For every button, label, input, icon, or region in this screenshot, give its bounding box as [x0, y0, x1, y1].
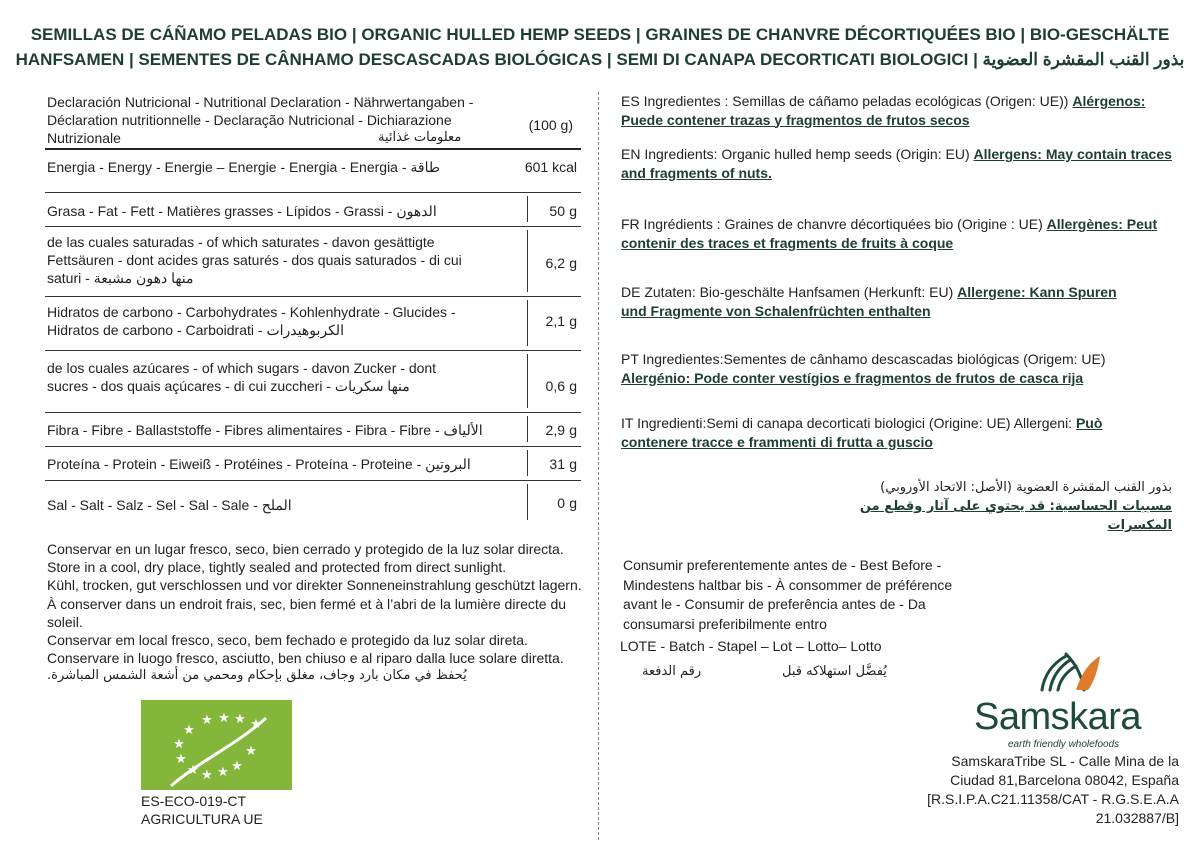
- nutrition-value: 31: [549, 456, 565, 472]
- table-divider: [527, 354, 528, 408]
- nutrition-header: [45, 90, 581, 150]
- nutrition-label: Hidratos de carbono - Carboidrati - الكربوهيدرات: [47, 322, 344, 338]
- svg-text:★: ★: [201, 768, 213, 783]
- nutrition-unit: g: [569, 456, 577, 472]
- nutrition-row: [45, 480, 581, 524]
- storage-line: Conservar en un lugar fresco, seco, bien cerrado y protegido de la luz solar directa.: [47, 541, 564, 557]
- nutrition-label: saturi - منها دهون مشبعة: [47, 270, 194, 286]
- table-divider: [527, 230, 528, 292]
- storage-line: Conservare in luogo fresco, asciutto, ben chiuso e al riparo dalla luce solare diretta.: [47, 650, 564, 667]
- table-divider: [527, 196, 528, 222]
- nutrition-row: [45, 412, 581, 447]
- nutrition-row: [45, 226, 581, 297]
- address-line: Ciudad 81,Barcelona 08042, España: [950, 772, 1179, 788]
- nutrition-value-cell: [546, 421, 577, 439]
- samskara-leaf-icon: [1036, 646, 1104, 692]
- nutrition-row: [45, 148, 581, 193]
- ingredients-pt: PT Ingredientes:Sementes de cânhamo descascadas biológicas (Origem: UE) Alergénio: Pode conter vestígios e fragmentos de frutos de casca rija: [621, 351, 1106, 386]
- lote-text: LOTE - Batch - Stapel – Lot – Lotto– Lotto: [620, 638, 882, 654]
- nutrition-label: Fettsäuren - dont acides gras saturés - dos quais saturados - di cui: [47, 252, 462, 268]
- nutrition-header-line2: Déclaration nutritionnelle - Declaração Nutricional - Dichiarazione: [47, 112, 452, 128]
- column-divider: [598, 92, 599, 840]
- svg-text:★: ★: [234, 712, 246, 727]
- storage-line-arabic: يُحفظ في مكان بارد وجاف، مغلق بإحكام ومحمي من أشعة الشمس المباشرة.: [47, 668, 467, 684]
- nutrition-value: 50: [549, 203, 565, 219]
- nutrition-value-cell: [557, 494, 577, 512]
- brand-tagline: earth friendly wholefoods: [1008, 739, 1120, 750]
- nutrition-label: Hidratos de carbono - Carbohydrates - Kohlenhydrate - Glucides -: [47, 304, 456, 320]
- svg-text:★: ★: [187, 763, 199, 778]
- eu-leaf-icon: [141, 700, 292, 790]
- nutrition-value: 0,6: [545, 378, 565, 394]
- nutrition-value-cell: [549, 455, 577, 473]
- lote-arabic: رقم الدفعة: [642, 664, 702, 679]
- table-divider: [527, 416, 528, 442]
- nutrition-unit: g: [569, 378, 577, 394]
- best-before-arabic: يُفضَّل استهلاكه قبل: [782, 664, 887, 679]
- svg-text:★: ★: [183, 723, 195, 738]
- nutrition-unit: g: [569, 203, 577, 219]
- address-line: [R.S.I.P.A.C21.11358/CAT - R.G.S.E.A.A: [927, 791, 1179, 807]
- nutrition-header-arabic: معلومات غذائية: [378, 130, 462, 145]
- storage-instructions: [47, 540, 597, 686]
- svg-text:★: ★: [217, 765, 229, 780]
- eu-code-number: ES-ECO-019-CT: [141, 793, 247, 809]
- product-title: SEMILLAS DE CÁÑAMO PELADAS BIO | ORGANIC HULLED HEMP SEEDS | GRAINES DE CHANVRE DÉCORTIQUÉES BIO | BIO-GESCHÄLTE HANFSAMEN | SEMENTES DE CÂNHAMO DESCASCADAS BIOLÓGICAS | SEMI DI CANAPA DECORTICATI BIOLOGICI | بذور القنب المقشرة العضوية: [15, 25, 1185, 69]
- svg-text:★: ★: [250, 717, 262, 732]
- ingredients-es: ES Ingredientes : Semillas de cáñamo peladas ecológicas (Origen: UE)) Alérgenos: Puede contener trazas y fragmentos de frutos secos: [621, 93, 1146, 128]
- nutrition-label: Sal - Salt - Salz - Sel - Sal - Sale - الملح: [47, 497, 292, 513]
- nutrition-label: Fibra - Fibre - Ballaststoffe - Fibres alimentaires - Fibra - Fibre - الألياف: [47, 422, 483, 438]
- storage-line: Conservar em local fresco, seco, bem fechado e protegido da luz solar direta.: [47, 632, 528, 649]
- nutrition-unit: g: [569, 495, 577, 511]
- svg-text:★: ★: [231, 759, 243, 774]
- nutrition-unit: g: [569, 313, 577, 329]
- svg-text:★: ★: [218, 711, 230, 726]
- eu-organic-logo: [141, 700, 292, 790]
- nutrition-row: [45, 192, 581, 227]
- nutrition-value-cell: [549, 202, 577, 220]
- table-divider: [527, 450, 528, 476]
- nutrition-row: [45, 446, 581, 481]
- nutrition-label: Proteína - Protein - Eiweiß - Protéines - Proteína - Proteine - البروتين: [47, 456, 471, 472]
- storage-line: À conserver dans un endroit frais, sec, bien fermé et à l’abri de la lumière directe du: [47, 595, 567, 612]
- storage-line: Kühl, trocken, gut verschlossen und vor direkter Sonneneinstrahlung geschützt lagern.: [47, 577, 582, 594]
- nutrition-value-cell: [546, 254, 577, 272]
- table-divider: [527, 300, 528, 346]
- eu-code-label: AGRICULTURA UE: [141, 811, 263, 827]
- brand-name: Samskara: [974, 696, 1142, 738]
- nutrition-label: sucres - dos quais açúcares - di cui zuccheri - منها سكريات: [47, 378, 410, 394]
- nutrition-unit: g: [569, 422, 577, 438]
- ingredients-de: DE Zutaten: Bio-geschälte Hanfsamen (Herkunft: EU) Allergene: Kann Spuren und Fragmente von Schalenfrüchten enthalten: [621, 284, 1117, 319]
- svg-text:★: ★: [245, 744, 257, 759]
- ingredients-en: EN Ingredients: Organic hulled hemp seeds (Origin: EU) Allergens: May contain traces and fragments of nuts.: [621, 146, 1172, 181]
- ingredients-it: IT Ingredienti:Semi di canapa decorticati biologici (Origine: UE) Allergeni: Può contenere tracce e frammenti di frutta a guscio: [621, 415, 1103, 450]
- nutrition-label: Energia - Energy - Energie – Energie - Energia - Energia - طاقة: [47, 159, 441, 175]
- nutrition-value: 2,1: [545, 313, 565, 329]
- nutrition-row: [45, 350, 581, 413]
- storage-line: soleil.: [47, 613, 83, 630]
- nutrition-row: [45, 296, 581, 351]
- nutrition-unit: g: [569, 255, 577, 271]
- svg-text:★: ★: [173, 737, 185, 752]
- nutrition-value: 2,9: [545, 422, 565, 438]
- best-before-text: Consumir preferentemente antes de - Best Before - Mindestens haltbar bis - À consommer de préférence avant le - Consumir de preferência antes de - Da consumarsi preferibilmente entro: [623, 557, 953, 632]
- nutrition-value-cell: [546, 312, 577, 330]
- eu-code: [141, 792, 263, 828]
- nutrition-label: Grasa - Fat - Fett - Matières grasses - Lípidos - Grassi - الدهون: [47, 203, 437, 219]
- svg-text:★: ★: [175, 752, 187, 767]
- ingredients-ar-line1: بذور القنب المقشرة العضوية (الأصل: الاتحاد الأوروبي): [880, 480, 1172, 495]
- nutrition-value: 6,2: [545, 255, 565, 271]
- company-address: [880, 752, 1179, 828]
- address-line: SamskaraTribe SL - Calle Mina de la: [951, 753, 1179, 769]
- table-divider: [527, 484, 528, 520]
- svg-text:★: ★: [201, 713, 213, 728]
- nutrition-value-cell: [546, 377, 577, 395]
- nutrition-header-line1: Declaración Nutricional - Nutritional Declaration - Nährwertangaben -: [47, 94, 474, 110]
- nutrition-label: de los cuales azúcares - of which sugars - davon Zucker - dont: [47, 360, 437, 376]
- nutrition-value: 0: [557, 495, 565, 511]
- address-line: 21.032887/B]: [1095, 810, 1179, 826]
- storage-line: Store in a cool, dry place, tightly sealed and protected from direct sunlight.: [47, 559, 507, 576]
- nutrition-label: de las cuales saturadas - of which saturates - davon gesättigte: [47, 234, 435, 250]
- ingredients-ar-line2: مسببات الحساسية: قد يحتوي على آثار وقطع من المكسرات: [859, 499, 1172, 533]
- nutrition-header-line3: Nutrizionale: [47, 130, 121, 146]
- nutrition-per-100g: (100 g): [528, 117, 573, 133]
- ingredients-fr: FR Ingrédients : Graines de chanvre décortiquées bio (Origine : UE) Allergènes: Peut contenir des traces et fragments de fruits à coque: [621, 216, 1158, 251]
- nutrition-value-cell: [525, 158, 577, 176]
- nutrition-value: 601 kcal: [524, 159, 577, 175]
